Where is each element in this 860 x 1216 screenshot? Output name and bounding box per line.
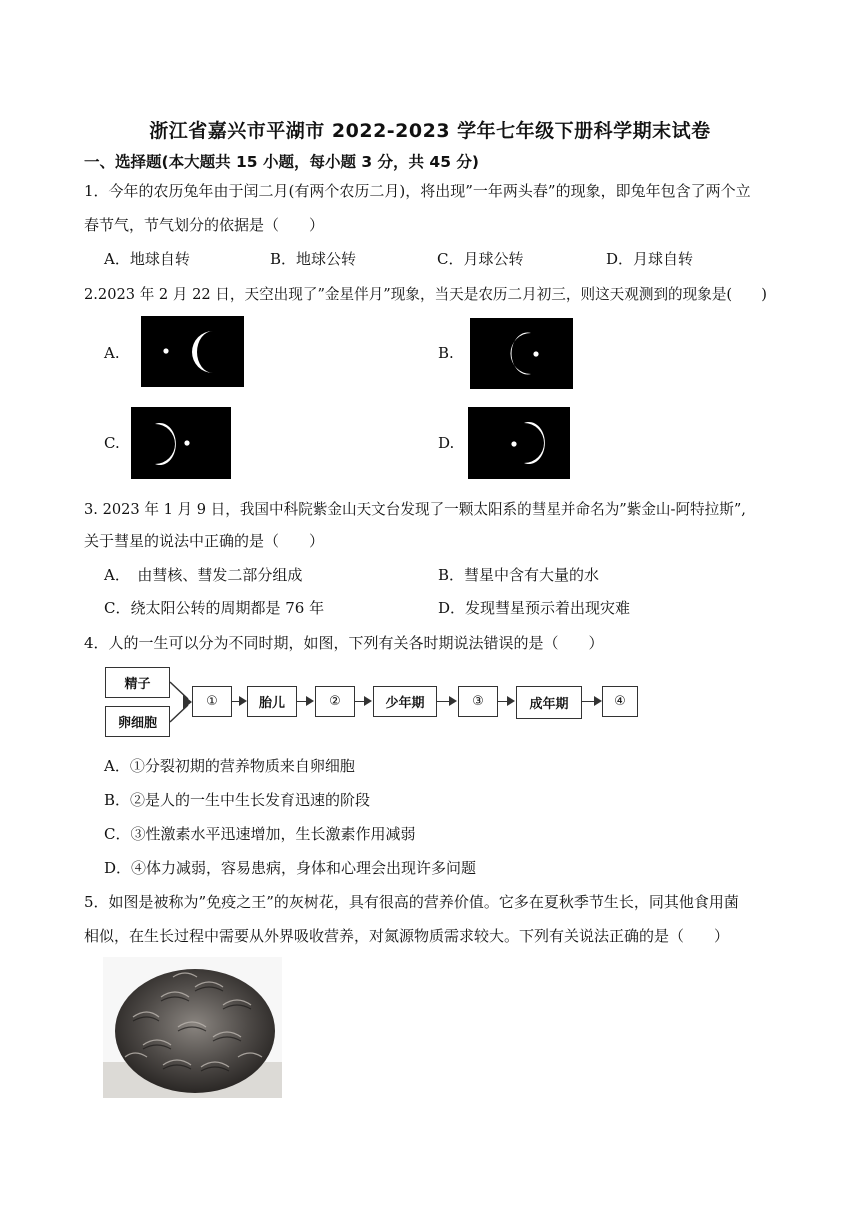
q4-option-b: B．②是人的一生中生长发育迅速的阶段: [104, 791, 371, 809]
moon-star-image-d: [468, 407, 570, 479]
q1-stem-line2: 春节气，节气划分的依据是（ ）: [84, 216, 325, 234]
q1-option-b: B．地球公转: [270, 250, 357, 268]
q4-stem-line1: 4．人的一生可以分为不同时期，如图，下列有关各时期说法错误的是（ ）: [84, 634, 604, 652]
flow-box-egg: 卵细胞: [105, 706, 170, 737]
flow-arrow-5: [498, 701, 513, 702]
moon-star-image-a: [141, 316, 244, 387]
flow-box-adolescence: 少年期: [373, 686, 437, 717]
q3-option-a: A． 由彗核、彗发二部分组成: [104, 566, 303, 584]
flow-box-sperm: 精子: [105, 667, 170, 698]
flow-box-fetus: 胎儿: [247, 686, 297, 717]
q1-option-d: D．月球自转: [606, 250, 694, 268]
q2-option-c-label: C.: [104, 434, 120, 452]
flow-box-stage-3: ③: [458, 686, 498, 717]
q3-stem-line2: 关于彗星的说法中正确的是（ ）: [84, 532, 325, 550]
page-title: 浙江省嘉兴市平湖市 2022-2023 学年七年级下册科学期末试卷: [149, 120, 711, 142]
section-heading: 一、选择题(本大题共 15 小题，每小题 3 分，共 45 分): [84, 153, 479, 171]
q4-option-c: C．③性激素水平迅速增加，生长激素作用减弱: [104, 825, 416, 843]
q5-stem-line2: 相似，在生长过程中需要从外界吸收营养，对氮源物质需求较大。下列有关说法正确的是（ ）: [84, 927, 730, 945]
merge-arrows: [170, 676, 194, 728]
flow-arrow-6: [582, 701, 600, 702]
flow-box-adulthood: 成年期: [516, 686, 582, 719]
q2-option-a-image: [141, 316, 244, 387]
flow-arrow-1: [232, 701, 245, 702]
q2-option-b-label: B.: [438, 344, 454, 362]
mushroom-illustration: [103, 957, 282, 1098]
flow-box-stage-1: ①: [192, 686, 232, 717]
q5-stem-line1: 5．如图是被称为”免疫之王”的灰树花，具有很高的营养价值。它多在夏秋季节生长，同其他食用菌: [84, 893, 739, 911]
flow-arrow-2: [297, 701, 312, 702]
q3-option-b: B．彗星中含有大量的水: [438, 566, 600, 584]
q4-option-d: D．④体力减弱，容易患病，身体和心理会出现许多问题: [104, 859, 477, 877]
maitake-mushroom-photo: [103, 957, 282, 1098]
q2-option-d-image: [468, 407, 570, 479]
flow-box-stage-4: ④: [602, 686, 638, 717]
flow-arrow-3: [355, 701, 370, 702]
q4-option-a: A．①分裂初期的营养物质来自卵细胞: [104, 757, 355, 775]
q2-option-a-label: A.: [104, 344, 120, 362]
moon-star-image-c: [131, 407, 231, 479]
q1-option-c: C．月球公转: [437, 250, 524, 268]
flow-arrow-4: [437, 701, 455, 702]
q2-option-b-image: [470, 318, 573, 389]
q2-stem-line1: 2.2023 年 2 月 22 日，天空出现了”金星伴月”现象，当天是农历二月初三，则这天观测到的现象是( ): [84, 286, 767, 303]
q3-option-c: C．绕太阳公转的周期都是 76 年: [104, 599, 325, 617]
q2-option-c-image: [131, 407, 231, 479]
flow-box-stage-2: ②: [315, 686, 355, 717]
q2-option-d-label: D.: [438, 434, 455, 452]
q1-option-a: A．地球自转: [104, 250, 190, 268]
moon-star-image-b: [470, 318, 573, 389]
q3-stem-line1: 3. 2023 年 1 月 9 日，我国中科院紫金山天文台发现了一颗太阳系的彗星并命名为”紫金山-阿特拉斯”,: [84, 501, 746, 518]
q1-stem-line1: 1．今年的农历兔年由于闰二月(有两个农历二月)，将出现”一年两头春”的现象，即兔年包含了两个立: [84, 182, 751, 200]
q3-option-d: D．发现彗星预示着出现灾难: [438, 599, 631, 617]
